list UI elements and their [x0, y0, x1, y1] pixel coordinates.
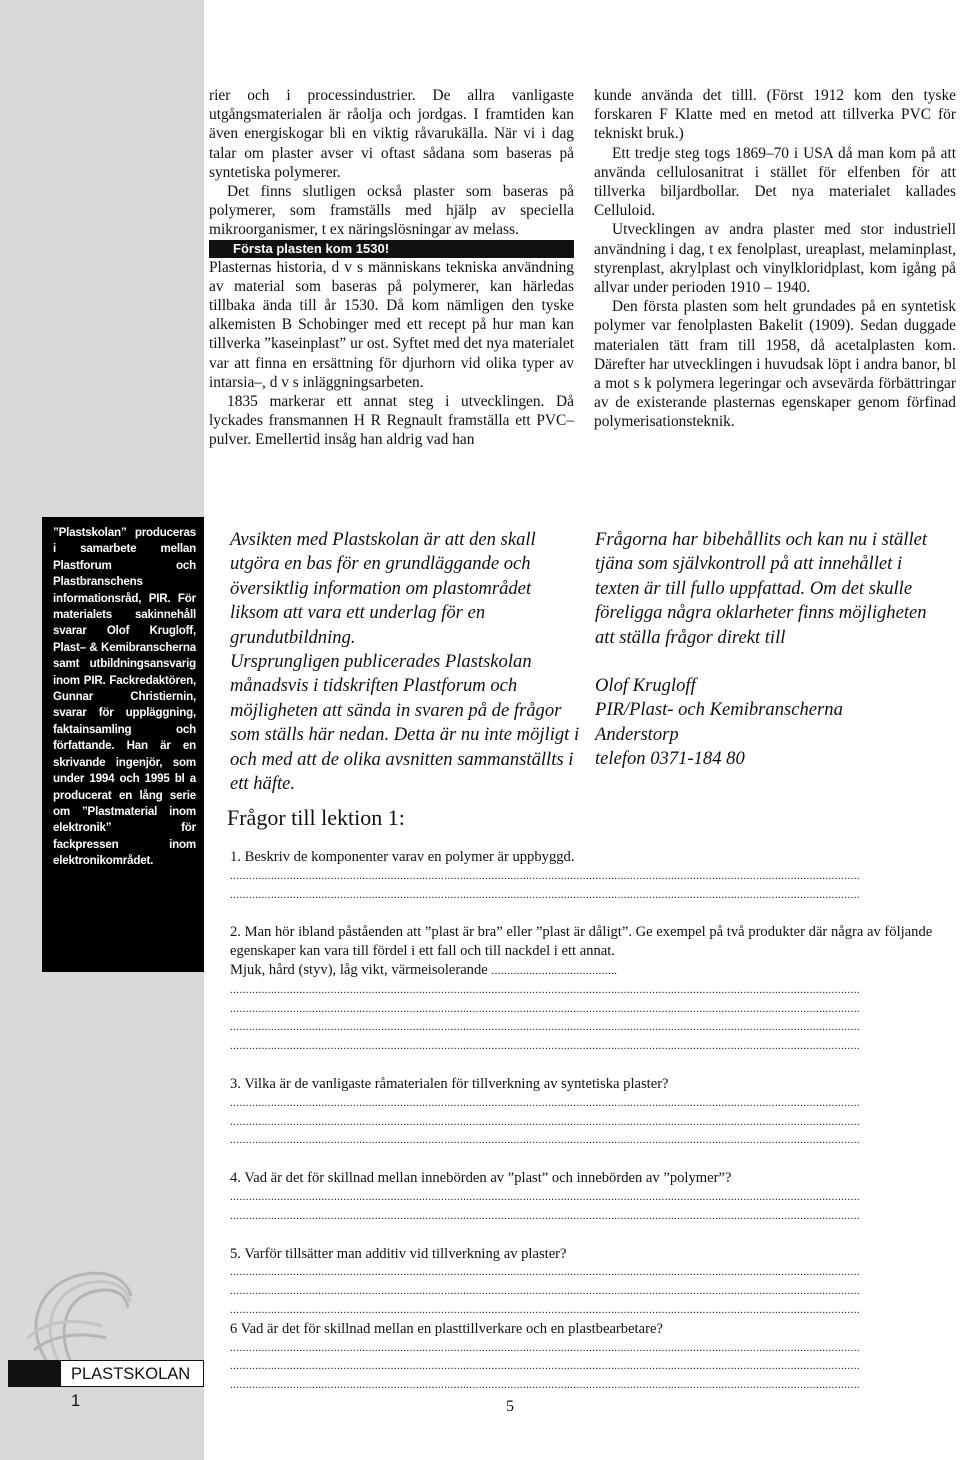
answer-line[interactable]: ........................................................................................................................................................................................................	[230, 1002, 860, 1015]
answer-line[interactable]: ........................................................................................................................................................................................................	[230, 1021, 860, 1034]
contact-city: Anderstorp	[595, 723, 679, 745]
article-paragraph: rier och i processindustrier. De allra vanligaste utgångsmaterialen är råolja och jordgas. I framtiden kan även energiskogar bli en viktig råvarukälla. När vi i dag talar om plaster avser vi oftast sådana som baseras på syntetiska polymerer.	[209, 87, 574, 181]
answer-line[interactable]: ........................................................................................................................................................................................................	[230, 888, 860, 901]
series-label-text: PLASTSKOLAN 1	[71, 1365, 191, 1410]
article-paragraph: Den första plasten som helt grundades på en syntetisk polymer var fenolplasten Bakelit (1909). Sedan duggade materialen tätt fram till 1958, då acetalplasten kom. Därefter har utvecklingen i huvudsak löpt i andra banor, bl a mot s k polymera legeringar och avsevärda förbättringar av de existerande plasternas egenskaper genom förfinad polymerisationsteknik.	[594, 298, 956, 431]
question-4	[230, 1169, 940, 1225]
question-text	[230, 961, 940, 981]
article-paragraph: kunde använda det tilll. (Först 1912 kom den tyske forskaren F Klatte med en metod att tillverka PVC för tekniskt bruk.)	[594, 87, 956, 143]
answer-line[interactable]: ........................................................................................................................................................................................................	[230, 1134, 860, 1147]
article-paragraph: Plasternas historia, d v s människans tekniska användning av material som baseras på polymerer, kan härledas tillbaka ända till år 1530. Då kom nämligen den tyske alkemisten B Schobinger med ett recept på hur man kan tillverka ”kaseinplast” ur ost. Syftet med det nya materialet var att finna en ersättning för djurhorn vid olika typer av intarsia–, d v s inläggningsarbeten.	[209, 258, 574, 391]
answer-line[interactable]: ........................................................................................................................................................................................................	[230, 1285, 860, 1298]
question-text: 6 Vad är det för skillnad mellan en plasttillverkare och en plastbearbetare?	[230, 1320, 663, 1337]
article-paragraph: Ett tredje steg togs 1869–70 i USA då man kom på att använda cellulosanitrat i stället för elfenben för att tillverka biljardbollar. Det nya materialet kallades Celluloid.	[594, 144, 956, 220]
series-label	[8, 1360, 204, 1410]
intro-paragraph: Ursprungligen publicerades Plastskolan månadsvis i tidskriften Plastforum och möjligheten att sända in svaren på de frågor som ställs här nedan. Detta är nu inte möjligt i och med att de olika avsnitten sammanställts i ett häfte.	[230, 651, 580, 795]
answer-line[interactable]: ........................................................................................................................................................................................................	[230, 1115, 860, 1128]
article-paragraph: Utvecklingen av andra plaster med stor industriell användning i dag, t ex fenolplast, ureaplast, melaminplast, styrenplast, akrylplast och vinylkloridplast, kom igång på allvar under perioden 1910 – 1940.	[594, 221, 956, 297]
answer-line[interactable]: ........................................................................................................................................................................................................	[230, 1209, 860, 1222]
question-text: 1. Beskriv de komponenter varav en polymer är uppbyggd.	[230, 849, 575, 865]
contact-phone: telefon 0371-184 80	[595, 748, 745, 770]
intro-paragraph: Frågorna har bibehållits och kan nu i stället tjäna som självkontroll på att innehållet i texten är till fullo uppfattad. Om det skulle föreligga några oklarheter finns möjligheten att ställa frågor direkt till	[595, 529, 928, 648]
question-5	[230, 1245, 940, 1320]
answer-line-inline[interactable]: ........................................	[491, 964, 618, 977]
question-properties: Mjuk, hård (styv), låg vikt, värmeisolerande	[230, 961, 488, 978]
author-info-text: ”Plastskolan” produceras i samarbete mellan Plastforum och Plastbranschens informationsråd, PIR. För materialets sakinnehåll svarar Olof Krugloff, Plast– & Kemibranscherna samt utbildningsansvarig inom PIR. Fackredaktören, Gunnar Christiernin, svarar för uppläggning, faktainsamling och författande. Han är en skrivande ingenjör, som under 1994 och 1995 bl a producerat en lång serie om ”Plastmaterial inom elektronik” för fackpressen inom elektronikområdet.	[53, 526, 196, 868]
answer-line[interactable]: ........................................................................................................................................................................................................	[230, 1040, 860, 1053]
question-1	[230, 848, 940, 904]
answer-line[interactable]: ........................................................................................................................................................................................................	[230, 869, 860, 882]
questions-list	[230, 848, 940, 1414]
question-2	[230, 923, 940, 1056]
answer-line[interactable]: ........................................................................................................................................................................................................	[230, 1096, 860, 1109]
question-text: 3. Vilka är de vanligaste råmaterialen för tillverkning av syntetiska plaster?	[230, 1075, 669, 1092]
intro-paragraph: Avsikten med Plastskolan är att den skall utgöra en bas för en grundläggande och översiktlig information om plastområdet liksom att vara ett underlag för en grundutbildning.	[230, 529, 536, 648]
lesson-title: Frågor till lektion 1:	[227, 805, 405, 830]
article-right-column	[594, 86, 956, 432]
answer-line[interactable]: ........................................................................................................................................................................................................	[230, 1190, 860, 1203]
answer-line[interactable]: ........................................................................................................................................................................................................	[230, 1266, 860, 1279]
series-label-box	[60, 1360, 204, 1410]
section-heading: Första plasten kom 1530!	[209, 240, 574, 258]
answer-line[interactable]: ........................................................................................................................................................................................................	[230, 1379, 860, 1392]
contact-name: Olof Krugloff	[595, 675, 696, 697]
answer-line[interactable]: ........................................................................................................................................................................................................	[230, 1341, 860, 1354]
author-info-box	[42, 517, 204, 972]
article-paragraph: 1835 markerar ett annat steg i utvecklingen. Då lyckades fransmannen H R Regnault framställa ett PVC–pulver. Emellertid insåg han aldrig vad han	[209, 393, 574, 449]
question-text: 4. Vad är det för skillnad mellan innebörden av ”plast” och innebörden av ”polymer”?	[230, 1170, 732, 1187]
article-paragraph: Det finns slutligen också plaster som baseras på polymerer, som framställs med hjälp av speciella mikroorganismer, t ex näringslösningar av melass.	[209, 183, 574, 239]
answer-line[interactable]: ........................................................................................................................................................................................................	[230, 983, 860, 996]
intro-right	[595, 528, 950, 772]
plastskolan-logo-icon	[6, 1268, 146, 1363]
series-label-bar	[8, 1360, 60, 1387]
article-left-column	[209, 86, 574, 450]
answer-line[interactable]: ........................................................................................................................................................................................................	[230, 1360, 860, 1373]
page-number: 5	[506, 1398, 514, 1415]
question-text: 2. Man hör ibland påståenden att ”plast är bra” eller ”plast är dåligt”. Ge exempel på två produkter där några av följande egenskaper kan vara till fördel i ett fall och till nackdel i ett annat.	[230, 924, 933, 960]
intro-left	[230, 528, 580, 796]
contact-org: PIR/Plast- och Kemibranscherna	[595, 699, 843, 721]
answer-line[interactable]: ........................................................................................................................................................................................................	[230, 1303, 860, 1316]
question-6	[230, 1320, 940, 1395]
question-text: 5. Varför tillsätter man additiv vid tillverkning av plaster?	[230, 1245, 567, 1262]
question-3	[230, 1075, 940, 1150]
